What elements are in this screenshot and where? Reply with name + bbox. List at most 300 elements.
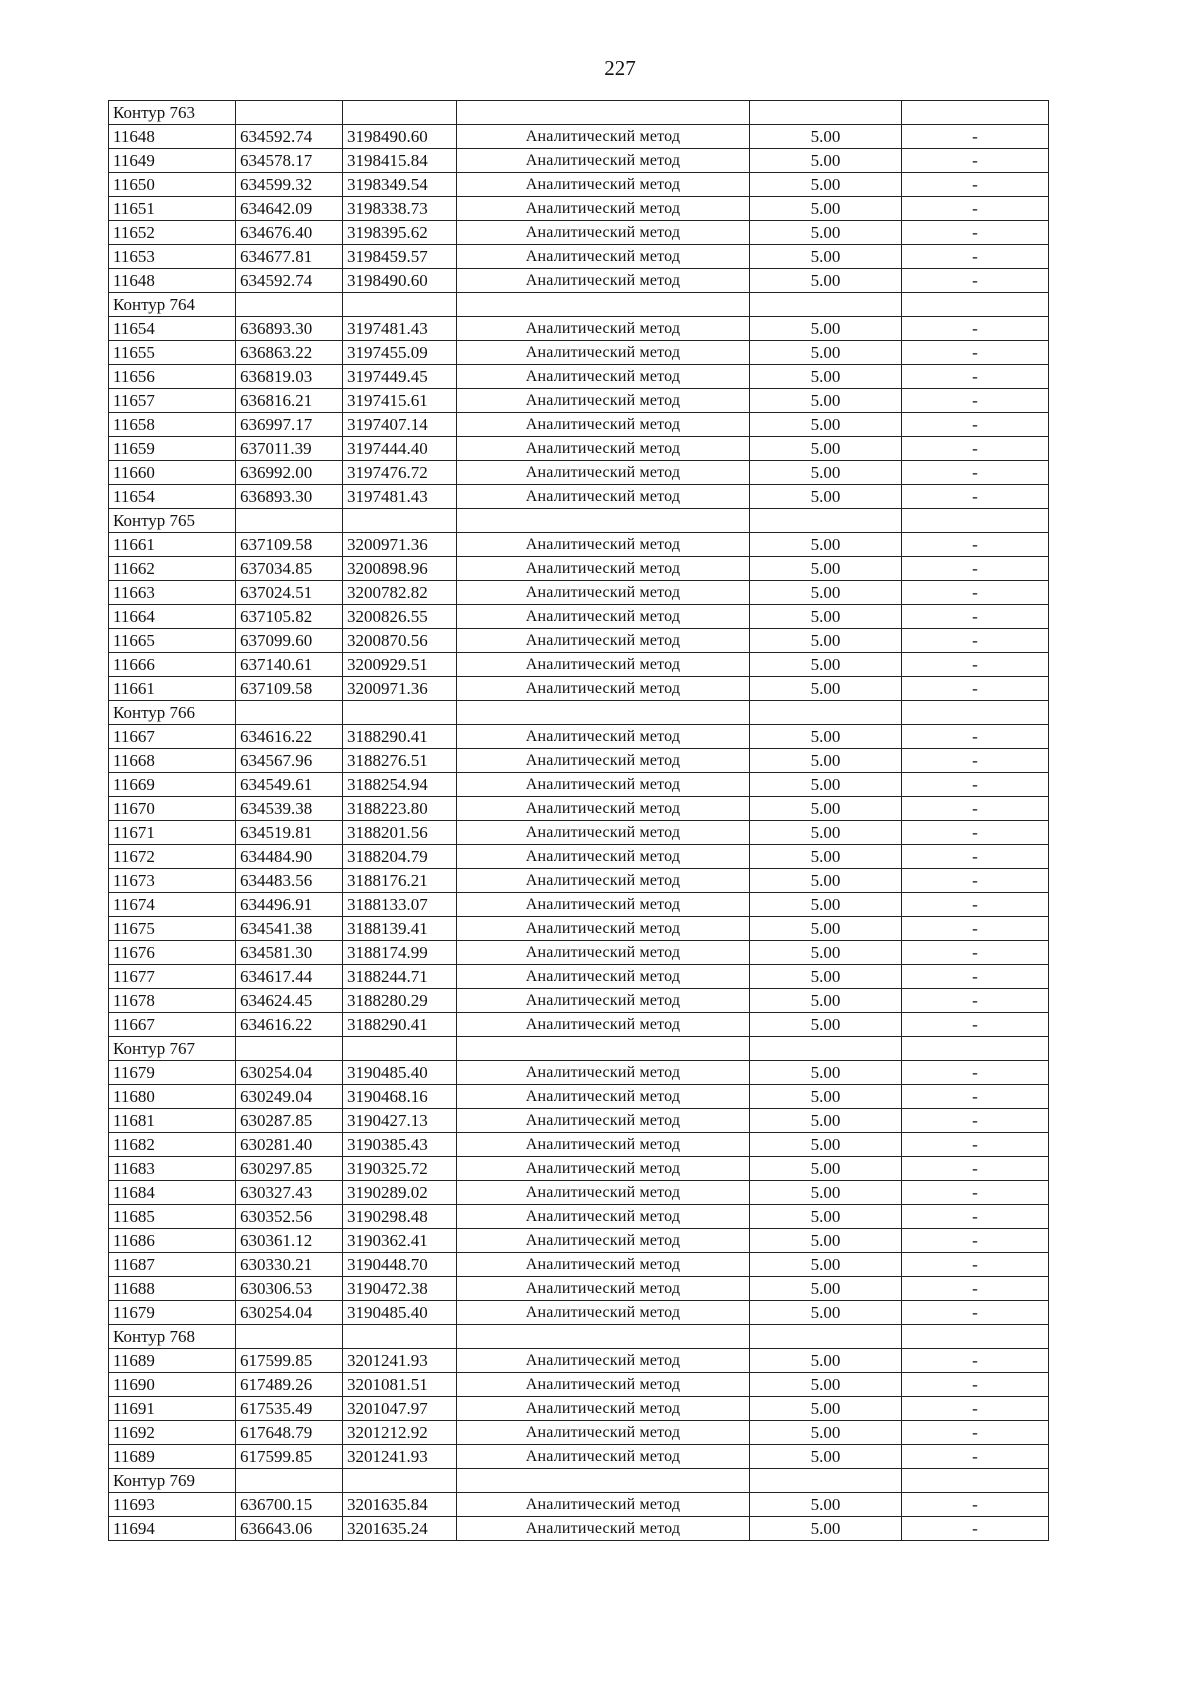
- x-coordinate-cell: 637099.60: [236, 629, 343, 653]
- y-coordinate-cell: 3201241.93: [343, 1445, 457, 1469]
- x-coordinate-cell: 634592.74: [236, 269, 343, 293]
- empty-cell: [343, 1037, 457, 1061]
- note-cell: -: [902, 629, 1049, 653]
- x-coordinate-cell: 630249.04: [236, 1085, 343, 1109]
- table-row: [109, 149, 1049, 173]
- table-row: [109, 773, 1049, 797]
- y-coordinate-cell: 3197407.14: [343, 413, 457, 437]
- method-cell: Аналитический метод: [457, 581, 750, 605]
- empty-cell: [343, 293, 457, 317]
- empty-cell: [750, 101, 902, 125]
- y-coordinate-cell: 3201212.92: [343, 1421, 457, 1445]
- accuracy-cell: 5.00: [750, 725, 902, 749]
- table-row: [109, 173, 1049, 197]
- table-row: [109, 821, 1049, 845]
- point-id-cell: 11682: [109, 1133, 236, 1157]
- method-cell: Аналитический метод: [457, 1205, 750, 1229]
- point-id-cell: 11679: [109, 1301, 236, 1325]
- accuracy-cell: 5.00: [750, 1085, 902, 1109]
- y-coordinate-cell: 3197455.09: [343, 341, 457, 365]
- note-cell: -: [902, 341, 1049, 365]
- table-row: [109, 797, 1049, 821]
- note-cell: -: [902, 317, 1049, 341]
- table-row: [109, 389, 1049, 413]
- y-coordinate-cell: 3200971.36: [343, 533, 457, 557]
- y-coordinate-cell: 3188139.41: [343, 917, 457, 941]
- table-row: [109, 1421, 1049, 1445]
- method-cell: Аналитический метод: [457, 1397, 750, 1421]
- table-row: [109, 461, 1049, 485]
- table-row: [109, 1085, 1049, 1109]
- accuracy-cell: 5.00: [750, 749, 902, 773]
- y-coordinate-cell: 3198338.73: [343, 197, 457, 221]
- point-id-cell: 11661: [109, 677, 236, 701]
- accuracy-cell: 5.00: [750, 773, 902, 797]
- point-id-cell: 11690: [109, 1373, 236, 1397]
- method-cell: Аналитический метод: [457, 125, 750, 149]
- contour-header-row: [109, 1325, 1049, 1349]
- accuracy-cell: 5.00: [750, 245, 902, 269]
- accuracy-cell: 5.00: [750, 1397, 902, 1421]
- accuracy-cell: 5.00: [750, 413, 902, 437]
- note-cell: -: [902, 1397, 1049, 1421]
- x-coordinate-cell: 634676.40: [236, 221, 343, 245]
- method-cell: Аналитический метод: [457, 1301, 750, 1325]
- empty-cell: [343, 509, 457, 533]
- note-cell: -: [902, 485, 1049, 509]
- point-id-cell: 11664: [109, 605, 236, 629]
- note-cell: -: [902, 1109, 1049, 1133]
- note-cell: -: [902, 1205, 1049, 1229]
- x-coordinate-cell: 634541.38: [236, 917, 343, 941]
- contour-title: Контур 768: [109, 1325, 236, 1349]
- accuracy-cell: 5.00: [750, 941, 902, 965]
- coordinates-table-body: [109, 101, 1049, 1541]
- method-cell: Аналитический метод: [457, 965, 750, 989]
- method-cell: Аналитический метод: [457, 749, 750, 773]
- x-coordinate-cell: 630254.04: [236, 1301, 343, 1325]
- accuracy-cell: 5.00: [750, 797, 902, 821]
- method-cell: Аналитический метод: [457, 1013, 750, 1037]
- coordinates-table: [108, 100, 1049, 1541]
- point-id-cell: 11649: [109, 149, 236, 173]
- x-coordinate-cell: 634567.96: [236, 749, 343, 773]
- y-coordinate-cell: 3188204.79: [343, 845, 457, 869]
- y-coordinate-cell: 3197449.45: [343, 365, 457, 389]
- note-cell: -: [902, 437, 1049, 461]
- point-id-cell: 11673: [109, 869, 236, 893]
- empty-cell: [343, 1325, 457, 1349]
- accuracy-cell: 5.00: [750, 917, 902, 941]
- note-cell: -: [902, 845, 1049, 869]
- accuracy-cell: 5.00: [750, 1013, 902, 1037]
- note-cell: -: [902, 773, 1049, 797]
- method-cell: Аналитический метод: [457, 173, 750, 197]
- method-cell: Аналитический метод: [457, 1061, 750, 1085]
- accuracy-cell: 5.00: [750, 1061, 902, 1085]
- accuracy-cell: 5.00: [750, 653, 902, 677]
- empty-cell: [902, 701, 1049, 725]
- contour-header-row: [109, 1037, 1049, 1061]
- y-coordinate-cell: 3188176.21: [343, 869, 457, 893]
- x-coordinate-cell: 617535.49: [236, 1397, 343, 1421]
- method-cell: Аналитический метод: [457, 1277, 750, 1301]
- accuracy-cell: 5.00: [750, 893, 902, 917]
- point-id-cell: 11670: [109, 797, 236, 821]
- contour-title: Контур 763: [109, 101, 236, 125]
- y-coordinate-cell: 3201241.93: [343, 1349, 457, 1373]
- point-id-cell: 11689: [109, 1445, 236, 1469]
- note-cell: -: [902, 365, 1049, 389]
- x-coordinate-cell: 637109.58: [236, 533, 343, 557]
- y-coordinate-cell: 3200898.96: [343, 557, 457, 581]
- contour-header-row: [109, 1469, 1049, 1493]
- method-cell: Аналитический метод: [457, 1349, 750, 1373]
- accuracy-cell: 5.00: [750, 1157, 902, 1181]
- x-coordinate-cell: 636997.17: [236, 413, 343, 437]
- method-cell: Аналитический метод: [457, 941, 750, 965]
- y-coordinate-cell: 3190468.16: [343, 1085, 457, 1109]
- point-id-cell: 11660: [109, 461, 236, 485]
- point-id-cell: 11671: [109, 821, 236, 845]
- x-coordinate-cell: 630254.04: [236, 1061, 343, 1085]
- method-cell: Аналитический метод: [457, 605, 750, 629]
- y-coordinate-cell: 3198349.54: [343, 173, 457, 197]
- accuracy-cell: 5.00: [750, 1493, 902, 1517]
- method-cell: Аналитический метод: [457, 725, 750, 749]
- x-coordinate-cell: 630352.56: [236, 1205, 343, 1229]
- y-coordinate-cell: 3188254.94: [343, 773, 457, 797]
- table-row: [109, 869, 1049, 893]
- method-cell: Аналитический метод: [457, 677, 750, 701]
- point-id-cell: 11659: [109, 437, 236, 461]
- accuracy-cell: 5.00: [750, 1445, 902, 1469]
- x-coordinate-cell: 636643.06: [236, 1517, 343, 1541]
- accuracy-cell: 5.00: [750, 1421, 902, 1445]
- contour-title: Контур 767: [109, 1037, 236, 1061]
- method-cell: Аналитический метод: [457, 629, 750, 653]
- y-coordinate-cell: 3197444.40: [343, 437, 457, 461]
- note-cell: -: [902, 1349, 1049, 1373]
- y-coordinate-cell: 3190362.41: [343, 1229, 457, 1253]
- accuracy-cell: 5.00: [750, 365, 902, 389]
- table-row: [109, 629, 1049, 653]
- table-row: [109, 245, 1049, 269]
- method-cell: Аналитический метод: [457, 653, 750, 677]
- x-coordinate-cell: 637109.58: [236, 677, 343, 701]
- empty-cell: [902, 293, 1049, 317]
- x-coordinate-cell: 636816.21: [236, 389, 343, 413]
- note-cell: -: [902, 1061, 1049, 1085]
- point-id-cell: 11651: [109, 197, 236, 221]
- y-coordinate-cell: 3188244.71: [343, 965, 457, 989]
- y-coordinate-cell: 3197481.43: [343, 485, 457, 509]
- point-id-cell: 11666: [109, 653, 236, 677]
- method-cell: Аналитический метод: [457, 989, 750, 1013]
- point-id-cell: 11692: [109, 1421, 236, 1445]
- point-id-cell: 11650: [109, 173, 236, 197]
- accuracy-cell: 5.00: [750, 341, 902, 365]
- point-id-cell: 11658: [109, 413, 236, 437]
- method-cell: Аналитический метод: [457, 341, 750, 365]
- x-coordinate-cell: 617599.85: [236, 1445, 343, 1469]
- table-row: [109, 413, 1049, 437]
- method-cell: Аналитический метод: [457, 557, 750, 581]
- note-cell: -: [902, 1133, 1049, 1157]
- table-row: [109, 533, 1049, 557]
- contour-title: Контур 766: [109, 701, 236, 725]
- method-cell: Аналитический метод: [457, 1181, 750, 1205]
- method-cell: Аналитический метод: [457, 269, 750, 293]
- accuracy-cell: 5.00: [750, 485, 902, 509]
- accuracy-cell: 5.00: [750, 965, 902, 989]
- point-id-cell: 11694: [109, 1517, 236, 1541]
- x-coordinate-cell: 634599.32: [236, 173, 343, 197]
- accuracy-cell: 5.00: [750, 1373, 902, 1397]
- table-row: [109, 269, 1049, 293]
- y-coordinate-cell: 3188201.56: [343, 821, 457, 845]
- empty-cell: [457, 1037, 750, 1061]
- y-coordinate-cell: 3198459.57: [343, 245, 457, 269]
- note-cell: -: [902, 149, 1049, 173]
- accuracy-cell: 5.00: [750, 581, 902, 605]
- accuracy-cell: 5.00: [750, 461, 902, 485]
- table-row: [109, 197, 1049, 221]
- note-cell: -: [902, 725, 1049, 749]
- point-id-cell: 11657: [109, 389, 236, 413]
- contour-title: Контур 765: [109, 509, 236, 533]
- note-cell: -: [902, 653, 1049, 677]
- empty-cell: [457, 701, 750, 725]
- table-row: [109, 1133, 1049, 1157]
- x-coordinate-cell: 637024.51: [236, 581, 343, 605]
- y-coordinate-cell: 3200971.36: [343, 677, 457, 701]
- x-coordinate-cell: 630330.21: [236, 1253, 343, 1277]
- accuracy-cell: 5.00: [750, 125, 902, 149]
- x-coordinate-cell: 634539.38: [236, 797, 343, 821]
- note-cell: -: [902, 245, 1049, 269]
- note-cell: -: [902, 269, 1049, 293]
- note-cell: -: [902, 941, 1049, 965]
- y-coordinate-cell: 3198395.62: [343, 221, 457, 245]
- note-cell: -: [902, 989, 1049, 1013]
- point-id-cell: 11679: [109, 1061, 236, 1085]
- y-coordinate-cell: 3200826.55: [343, 605, 457, 629]
- accuracy-cell: 5.00: [750, 197, 902, 221]
- note-cell: -: [902, 869, 1049, 893]
- x-coordinate-cell: 634549.61: [236, 773, 343, 797]
- note-cell: -: [902, 557, 1049, 581]
- accuracy-cell: 5.00: [750, 845, 902, 869]
- point-id-cell: 11648: [109, 269, 236, 293]
- method-cell: Аналитический метод: [457, 1109, 750, 1133]
- table-row: [109, 485, 1049, 509]
- note-cell: -: [902, 221, 1049, 245]
- y-coordinate-cell: 3198490.60: [343, 125, 457, 149]
- accuracy-cell: 5.00: [750, 533, 902, 557]
- note-cell: -: [902, 1373, 1049, 1397]
- method-cell: Аналитический метод: [457, 485, 750, 509]
- table-row: [109, 1229, 1049, 1253]
- table-row: [109, 965, 1049, 989]
- accuracy-cell: 5.00: [750, 1349, 902, 1373]
- note-cell: -: [902, 389, 1049, 413]
- x-coordinate-cell: 637105.82: [236, 605, 343, 629]
- method-cell: Аналитический метод: [457, 773, 750, 797]
- x-coordinate-cell: 636700.15: [236, 1493, 343, 1517]
- accuracy-cell: 5.00: [750, 1181, 902, 1205]
- table-row: [109, 557, 1049, 581]
- y-coordinate-cell: 3188133.07: [343, 893, 457, 917]
- accuracy-cell: 5.00: [750, 1229, 902, 1253]
- point-id-cell: 11683: [109, 1157, 236, 1181]
- y-coordinate-cell: 3197415.61: [343, 389, 457, 413]
- note-cell: -: [902, 533, 1049, 557]
- table-row: [109, 605, 1049, 629]
- x-coordinate-cell: 634484.90: [236, 845, 343, 869]
- point-id-cell: 11652: [109, 221, 236, 245]
- note-cell: -: [902, 677, 1049, 701]
- table-row: [109, 1205, 1049, 1229]
- point-id-cell: 11662: [109, 557, 236, 581]
- note-cell: -: [902, 173, 1049, 197]
- point-id-cell: 11648: [109, 125, 236, 149]
- accuracy-cell: 5.00: [750, 269, 902, 293]
- x-coordinate-cell: 634483.56: [236, 869, 343, 893]
- table-row: [109, 341, 1049, 365]
- method-cell: Аналитический метод: [457, 1421, 750, 1445]
- x-coordinate-cell: 637140.61: [236, 653, 343, 677]
- accuracy-cell: 5.00: [750, 1205, 902, 1229]
- y-coordinate-cell: 3190289.02: [343, 1181, 457, 1205]
- x-coordinate-cell: 634616.22: [236, 725, 343, 749]
- empty-cell: [457, 1325, 750, 1349]
- point-id-cell: 11661: [109, 533, 236, 557]
- x-coordinate-cell: 636893.30: [236, 317, 343, 341]
- x-coordinate-cell: 630327.43: [236, 1181, 343, 1205]
- empty-cell: [750, 1037, 902, 1061]
- point-id-cell: 11684: [109, 1181, 236, 1205]
- empty-cell: [750, 293, 902, 317]
- contour-header-row: [109, 509, 1049, 533]
- point-id-cell: 11653: [109, 245, 236, 269]
- empty-cell: [343, 701, 457, 725]
- table-row: [109, 845, 1049, 869]
- x-coordinate-cell: 634624.45: [236, 989, 343, 1013]
- method-cell: Аналитический метод: [457, 1157, 750, 1181]
- table-row: [109, 221, 1049, 245]
- note-cell: -: [902, 1013, 1049, 1037]
- method-cell: Аналитический метод: [457, 1445, 750, 1469]
- x-coordinate-cell: 630297.85: [236, 1157, 343, 1181]
- y-coordinate-cell: 3190448.70: [343, 1253, 457, 1277]
- table-row: [109, 1157, 1049, 1181]
- table-row: [109, 917, 1049, 941]
- y-coordinate-cell: 3200870.56: [343, 629, 457, 653]
- x-coordinate-cell: 634581.30: [236, 941, 343, 965]
- y-coordinate-cell: 3190427.13: [343, 1109, 457, 1133]
- method-cell: Аналитический метод: [457, 1493, 750, 1517]
- accuracy-cell: 5.00: [750, 629, 902, 653]
- point-id-cell: 11669: [109, 773, 236, 797]
- point-id-cell: 11668: [109, 749, 236, 773]
- table-row: [109, 1181, 1049, 1205]
- x-coordinate-cell: 636819.03: [236, 365, 343, 389]
- y-coordinate-cell: 3201635.24: [343, 1517, 457, 1541]
- table-row: [109, 437, 1049, 461]
- y-coordinate-cell: 3201635.84: [343, 1493, 457, 1517]
- x-coordinate-cell: 617489.26: [236, 1373, 343, 1397]
- point-id-cell: 11654: [109, 317, 236, 341]
- y-coordinate-cell: 3200782.82: [343, 581, 457, 605]
- contour-header-row: [109, 701, 1049, 725]
- point-id-cell: 11663: [109, 581, 236, 605]
- point-id-cell: 11681: [109, 1109, 236, 1133]
- y-coordinate-cell: 3190485.40: [343, 1301, 457, 1325]
- method-cell: Аналитический метод: [457, 1229, 750, 1253]
- empty-cell: [457, 1469, 750, 1493]
- accuracy-cell: 5.00: [750, 1109, 902, 1133]
- table-row: [109, 1445, 1049, 1469]
- page-number: 227: [604, 56, 636, 80]
- accuracy-cell: 5.00: [750, 317, 902, 341]
- note-cell: -: [902, 197, 1049, 221]
- table-row: [109, 941, 1049, 965]
- accuracy-cell: 5.00: [750, 1301, 902, 1325]
- y-coordinate-cell: 3188280.29: [343, 989, 457, 1013]
- note-cell: -: [902, 797, 1049, 821]
- y-coordinate-cell: 3188290.41: [343, 725, 457, 749]
- method-cell: Аналитический метод: [457, 437, 750, 461]
- table-row: [109, 677, 1049, 701]
- point-id-cell: 11678: [109, 989, 236, 1013]
- y-coordinate-cell: 3200929.51: [343, 653, 457, 677]
- table-row: [109, 1493, 1049, 1517]
- point-id-cell: 11693: [109, 1493, 236, 1517]
- empty-cell: [457, 509, 750, 533]
- table-row: [109, 893, 1049, 917]
- table-row: [109, 1397, 1049, 1421]
- y-coordinate-cell: 3197476.72: [343, 461, 457, 485]
- x-coordinate-cell: 634617.44: [236, 965, 343, 989]
- method-cell: Аналитический метод: [457, 869, 750, 893]
- table-row: [109, 989, 1049, 1013]
- accuracy-cell: 5.00: [750, 1253, 902, 1277]
- method-cell: Аналитический метод: [457, 893, 750, 917]
- x-coordinate-cell: 617648.79: [236, 1421, 343, 1445]
- accuracy-cell: 5.00: [750, 605, 902, 629]
- y-coordinate-cell: 3190385.43: [343, 1133, 457, 1157]
- method-cell: Аналитический метод: [457, 317, 750, 341]
- table-row: [109, 1373, 1049, 1397]
- table-row: [109, 1013, 1049, 1037]
- accuracy-cell: 5.00: [750, 437, 902, 461]
- note-cell: -: [902, 581, 1049, 605]
- y-coordinate-cell: 3190298.48: [343, 1205, 457, 1229]
- empty-cell: [236, 101, 343, 125]
- empty-cell: [457, 101, 750, 125]
- y-coordinate-cell: 3190472.38: [343, 1277, 457, 1301]
- table-row: [109, 653, 1049, 677]
- accuracy-cell: 5.00: [750, 221, 902, 245]
- empty-cell: [236, 1325, 343, 1349]
- x-coordinate-cell: 634592.74: [236, 125, 343, 149]
- y-coordinate-cell: 3201047.97: [343, 1397, 457, 1421]
- method-cell: Аналитический метод: [457, 917, 750, 941]
- method-cell: Аналитический метод: [457, 221, 750, 245]
- x-coordinate-cell: 634642.09: [236, 197, 343, 221]
- point-id-cell: 11676: [109, 941, 236, 965]
